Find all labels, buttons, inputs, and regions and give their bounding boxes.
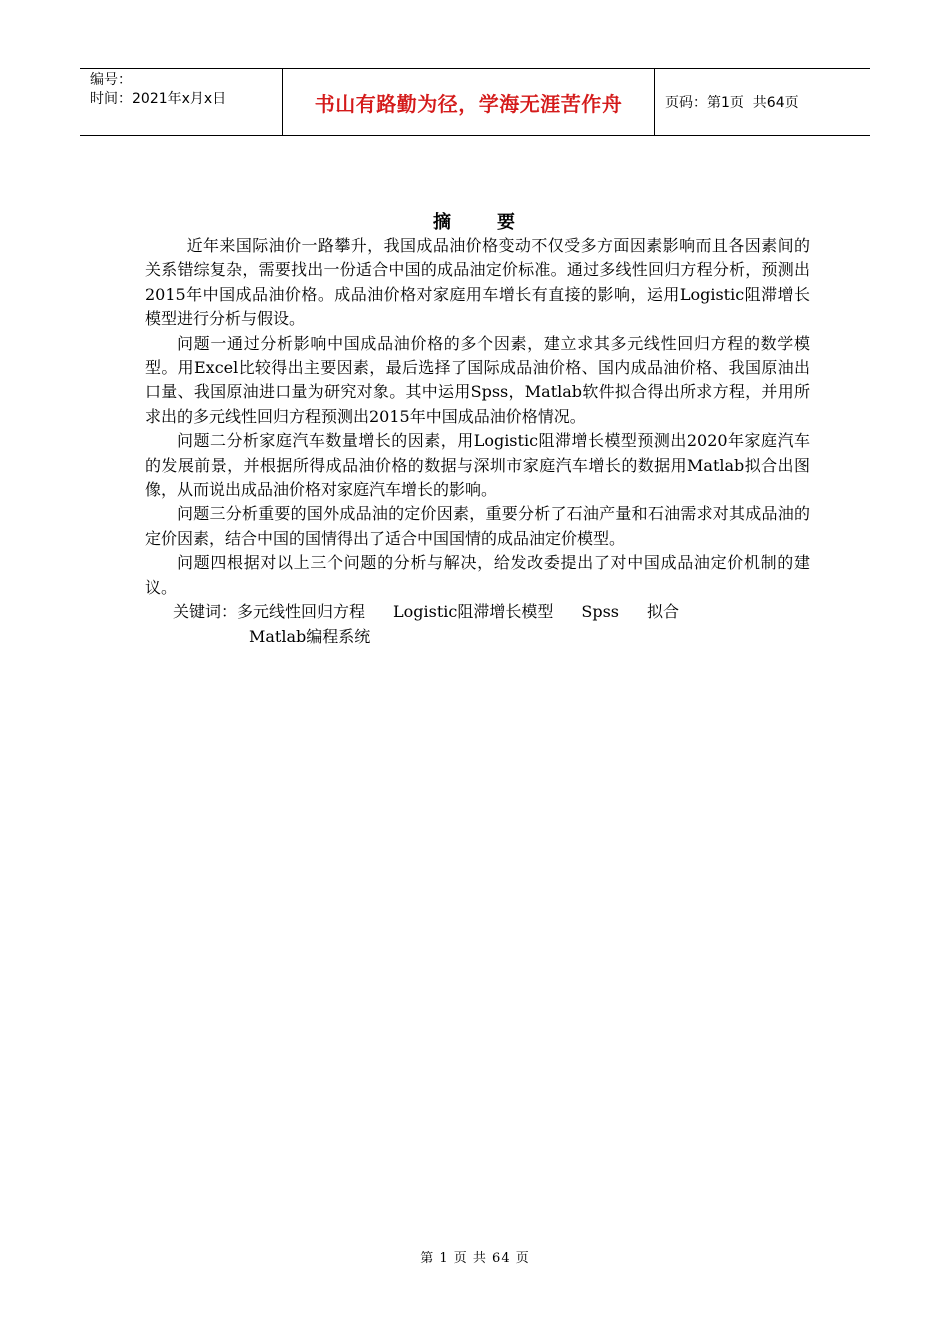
abstract-paragraph-problem-1: 问题一通过分析影响中国成品油价格的多个因素，建立求其多元线性回归方程的数学模型。用Excel比较得出主要因素，最后选择了国际成品油价格、国内成品油价格、我国原油出口量、我国原油进口量为研究对象。其中运用Spss，Matlab软件拟合得出所求方程，并用所求出的多元线性回归方程预测出2015年中国成品油价格情况。 [145,333,810,426]
abstract-paragraph-problem-3: 问题三分析重要的国外成品油的定价因素，重要分析了石油产量和石油需求对其成品油的定价因素，结合中国的国情得出了适合中国国情的成品油定价模型。 [145,504,810,548]
keyword-item: Logistic阻滞增长模型 [393,602,554,622]
header-motto: 书山有路勤为径，学海无涯苦作舟 [282,69,655,135]
abstract-title-left: 摘 [433,212,453,233]
document-time-label: 时间：2021年x月x日 [90,91,227,107]
header-meta [80,69,282,135]
abstract-paragraph-intro: 近年来国际油价一路攀升，我国成品油价格变动不仅受多方面因素影响而且各因素间的关系错综复杂，需要找出一份适合中国的成品油定价标准。通过多线性回归方程分析，预测出2015年中国成品油价格。成品油价格对家庭用车增长有直接的影响，运用Logistic阻滞增长模型进行分析与假设。 [145,236,810,329]
abstract-title-right: 要 [497,212,517,233]
abstract-body [145,234,810,649]
keyword-item: 多元线性回归方程 [237,602,366,622]
keyword-item: Spss [581,602,619,622]
keyword-item: Matlab编程系统 [249,626,371,646]
abstract-title [0,208,950,234]
abstract-paragraph-problem-4: 问题四根据对以上三个问题的分析与解决，给发改委提出了对中国成品油定价机制的建议。 [145,553,810,597]
page-header [80,68,870,136]
abstract-paragraph-problem-2: 问题二分析家庭汽车数量增长的因素，用Logistic阻滞增长模型预测出2020年家庭汽车的发展前景，并根据所得成品油价格的数据与深圳市家庭汽车增长的数据用Matlab拟合出图像，从而说出成品油价格对家庭汽车增长的影响。 [145,431,810,500]
page-footer: 第 1 页 共 64 页 [420,1251,530,1266]
document-number-label: 编号： [90,72,132,88]
keywords-block [145,600,810,649]
header-page-info-text: 页码：第1页 共64页 [665,95,799,111]
keywords-label: 关键词： [173,602,238,622]
header-page-info [655,69,870,135]
keyword-item: 拟合 [647,602,680,622]
